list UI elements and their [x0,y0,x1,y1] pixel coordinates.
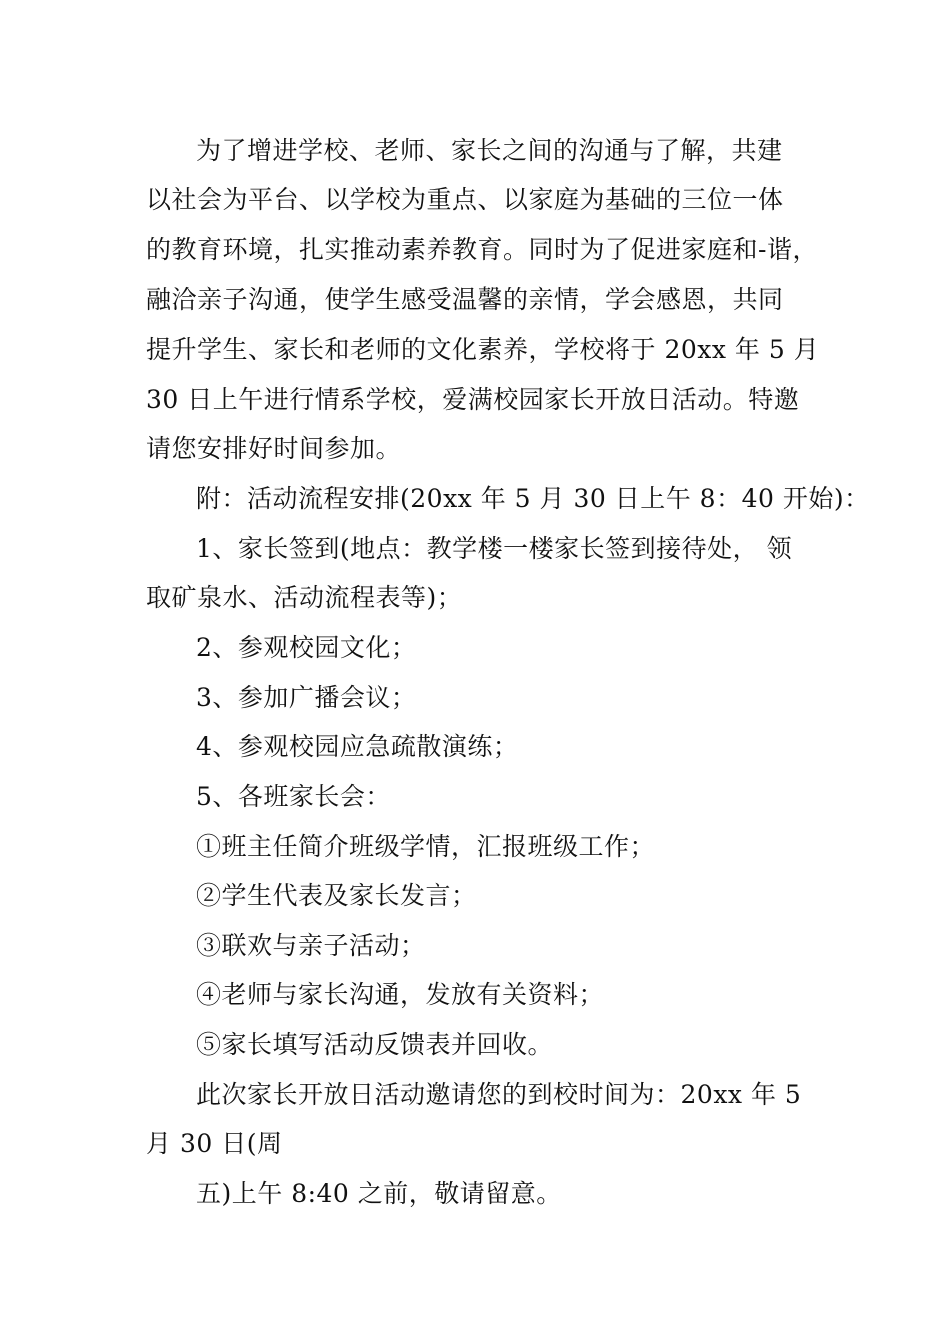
paragraph-line: 融洽亲子沟通，使学生感受温馨的亲情，学会感恩，共同 [146,285,784,314]
schedule-item: 4、参观校园应急疏散演练； [196,732,519,761]
schedule-title: 附：活动流程安排(20xx 年 5 月 30 日上午 8：40 开始)： [196,484,870,513]
sub-item: ④老师与家长沟通，发放有关资料； [196,980,605,1009]
schedule-item: 2、参观校园文化； [196,633,417,662]
schedule-item: 1、家长签到(地点：教学楼一楼家长签到接待处， 领 [196,534,793,563]
closing-line: 五)上午 8:40 之前，敬请留意。 [196,1179,562,1208]
closing-line: 此次家长开放日活动邀请您的到校时间为：20xx 年 5 [196,1080,802,1109]
sub-item: ①班主任简介班级学情，汇报班级工作； [196,832,656,861]
paragraph-line: 为了增进学校、老师、家长之间的沟通与了解，共建 [196,136,783,165]
closing-line: 月 30 日(周 [146,1129,283,1158]
sub-item: ②学生代表及家长发言； [196,881,477,910]
paragraph-line: 请您安排好时间参加。 [146,434,402,463]
schedule-item-continued: 取矿泉水、活动流程表等)； [146,583,463,612]
schedule-item: 3、参加广播会议； [196,683,417,712]
sub-item: ③联欢与亲子活动； [196,931,426,960]
paragraph-line: 提升学生、家长和老师的文化素养，学校将于 20xx 年 5 月 [146,335,820,364]
paragraph-line: 以社会为平台、以学校为重点、以家庭为基础的三位一体 [146,185,784,214]
paragraph-line: 的教育环境，扎实推动素养教育。同时为了促进家庭和-谐， [146,235,818,264]
paragraph-line: 30 日上午进行情系学校，爱满校园家长开放日活动。特邀 [146,385,800,414]
sub-item: ⑤家长填写活动反馈表并回收。 [196,1030,554,1059]
schedule-item: 5、各班家长会： [196,782,391,811]
